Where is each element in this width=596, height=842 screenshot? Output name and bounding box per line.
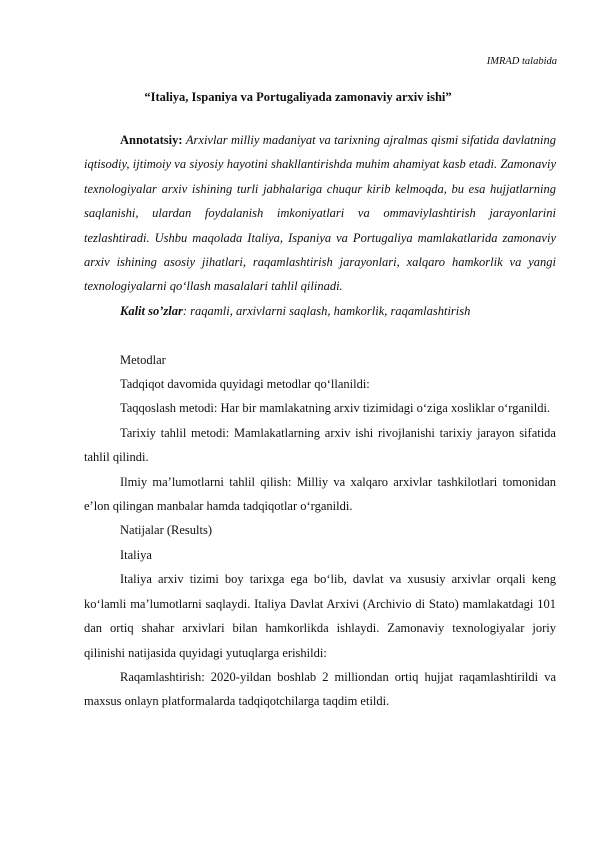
document-body — [84, 128, 556, 714]
spacer — [84, 323, 556, 347]
abstract-label: Annotatsiy: — [120, 133, 183, 147]
digitization-paragraph: Raqamlashtirish: 2020-yildan boshlab 2 milliondan ortiq hujjat raqamlashtirildi va maxsus onlayn platformalarda tadqiqotchilarga taqdim etildi. — [84, 669, 556, 709]
italy-paragraph: Italiya arxiv tizimi boy tarixga ega bo‘lib, davlat va xususiy arxivlar orqali keng ko‘lamli ma’lumotlarni saqlaydi. Italiya Davlat Arxivi (Archivio di Stato) mamlakatdagi 101 dan ortiq shahar arxivlari bilan hamkorlikda ishlaydi. Zamonaviy texnologiyalar joriy qilinishi natijasida quyidagi yutuqlarga erishildi: — [84, 572, 556, 660]
section-heading-methods: Metodlar — [120, 352, 166, 367]
header-note: IMRAD talabida — [486, 56, 557, 67]
methods-intro: Tadqiqot davomida quyidagi metodlar qo‘llanildi: — [120, 377, 370, 392]
method-historical: Tarixiy tahlil metodi: Mamlakatlarning arxiv ishi rivojlanishi tarixiy jarayon sifatida tahlil qilindi. — [84, 425, 556, 465]
section-heading-results: Natijalar (Results) — [120, 523, 212, 538]
method-scientific: Ilmiy ma’lumotlarni tahlil qilish: Milliy va xalqaro arxivlar tashkilotlari tomonidan e’lon qilingan manbalar hamda tadqiqotlar o‘rganildi. — [84, 474, 556, 514]
document-title: “Italiya, Ispaniya va Portugaliyada zamonaviy arxiv ishi” — [144, 90, 452, 104]
keywords-paragraph — [84, 299, 556, 323]
subheading-italy: Italiya — [120, 547, 152, 562]
keywords-text: : raqamli, arxivlarni saqlash, hamkorlik, raqamlashtirish — [182, 303, 471, 318]
abstract-paragraph — [84, 128, 556, 299]
abstract-text: Arxivlar milliy madaniyat va tarixning ajralmas qismi sifatida davlatning iqtisodiy, ijtimoiy va siyosiy hayotini shakllantirishda muhim ahamiyat kasb etadi. Zamonaviy texnologiyalar arxiv ishining turli jabhalariga chuqur kirib kelmoqda, bu esa hujjatlarning saqlanishi, ulardan foydalanish imkoniyatlari va ommaviylashtirish jarayonlarini tezlashtiradi. Ushbu maqolada Italiya, Ispaniya va Portugaliya mamlakatlarida zamonaviy arxiv ishining asosiy jihatlari, raqamlashtirish jarayonlari, xalqaro hamkorlik va yangi texnologiyalarni qo‘llash masalalari tahlil qilinadi. — [84, 133, 556, 294]
method-comparison: Taqqoslash metodi: Har bir mamlakatning arxiv tizimidagi o‘ziga xosliklar o‘rganildi. — [120, 401, 551, 416]
keywords-label: Kalit so’zlar — [120, 303, 183, 318]
